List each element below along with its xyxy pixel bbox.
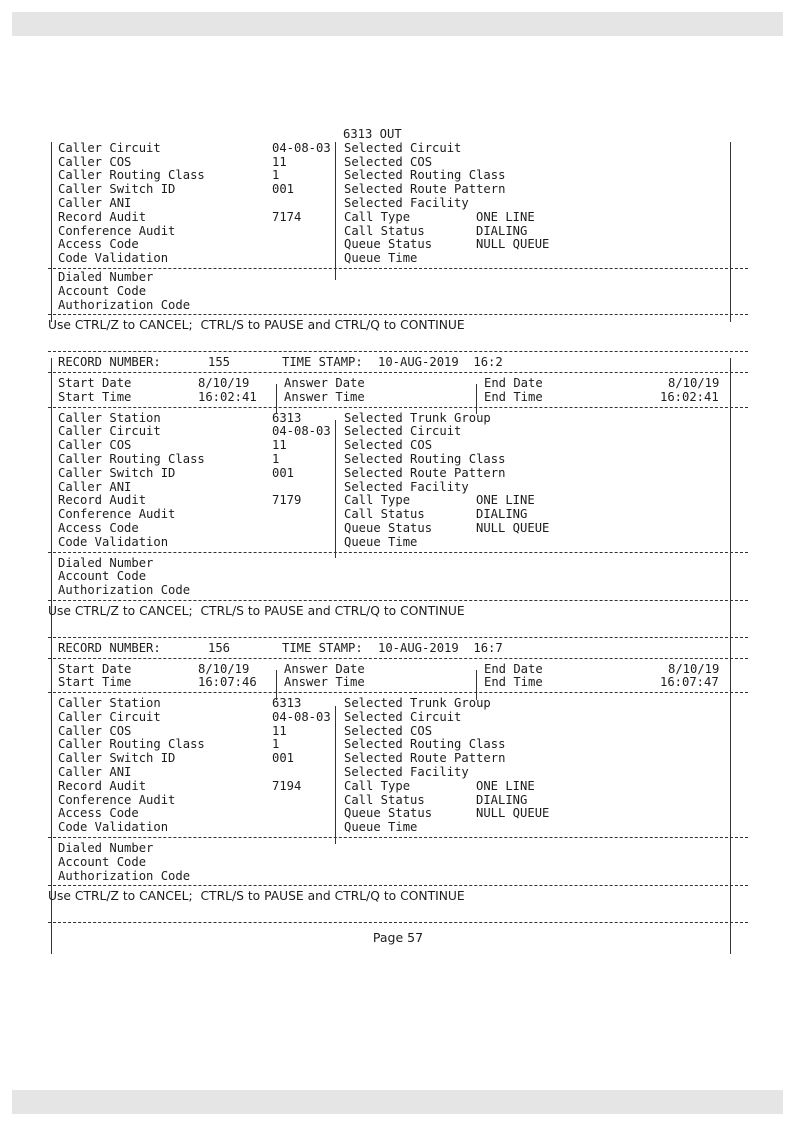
queue-time-label: Queue Time [344, 251, 418, 266]
caller-routing-class-label: Caller Routing Class [58, 451, 205, 466]
dialed-number-label: Dialed Number [58, 841, 154, 856]
frame-left-border [51, 142, 52, 322]
answer-date-label: Answer Date [284, 661, 365, 676]
divider [48, 837, 748, 838]
start-date-value: 8/10/19 [198, 661, 250, 676]
selected-circuit-label: Selected Circuit [344, 140, 462, 155]
divider [48, 268, 748, 269]
divider [48, 552, 748, 553]
selected-facility-label: Selected Facility [344, 195, 469, 210]
call-type-value: ONE LINE [476, 778, 535, 793]
time-stamp-value: 10-AUG-2019 16:2 [378, 355, 503, 370]
divider [48, 885, 748, 886]
selected-trunk-group-label: Selected Trunk Group [344, 410, 491, 425]
caller-circuit-value: 04-08-03 [272, 424, 331, 439]
end-time-value: 16:07:47 [660, 675, 719, 690]
call-status-value: DIALING [476, 507, 528, 522]
selected-cos-label: Selected COS [344, 438, 433, 453]
record-number-value: 156 [208, 640, 231, 655]
access-code-label: Access Code [58, 237, 139, 252]
end-time-label: End Time [484, 389, 543, 404]
code-validation-label: Code Validation [58, 251, 169, 266]
caller-cos-value: 11 [272, 438, 287, 453]
queue-time-label: Queue Time [344, 534, 418, 549]
queue-time-label: Queue Time [344, 820, 418, 835]
conference-audit-label: Conference Audit [58, 223, 176, 238]
column-divider [335, 706, 336, 844]
caller-ani-label: Caller ANI [58, 195, 132, 210]
record-number-label: RECORD NUMBER: [58, 640, 161, 655]
selected-routing-class-label: Selected Routing Class [344, 451, 506, 466]
caller-station-value: 6313 [272, 696, 302, 711]
record-audit-value: 7194 [272, 778, 302, 793]
call-status-label: Call Status [344, 223, 425, 238]
call-status-label: Call Status [344, 792, 425, 807]
start-date-label: Start Date [58, 375, 132, 390]
call-type-label: Call Type [344, 493, 411, 508]
queue-status-value: NULL QUEUE [476, 806, 550, 821]
code-validation-label: Code Validation [58, 534, 169, 549]
queue-status-label: Queue Status [344, 237, 433, 252]
page-number: Page 57 [372, 930, 424, 946]
divider [48, 407, 748, 408]
conference-audit-label: Conference Audit [58, 792, 176, 807]
column-divider [476, 670, 477, 700]
record-audit-label: Record Audit [58, 493, 147, 508]
caller-cos-label: Caller COS [58, 723, 132, 738]
caller-routing-class-value: 1 [272, 451, 280, 466]
access-code-label: Access Code [58, 806, 139, 821]
column-divider [335, 142, 336, 280]
selected-circuit-label: Selected Circuit [344, 709, 462, 724]
start-time-value: 16:02:41 [198, 389, 257, 404]
account-code-label: Account Code [58, 854, 147, 869]
authorization-code-label: Authorization Code [58, 297, 191, 312]
queue-status-value: NULL QUEUE [476, 520, 550, 535]
caller-circuit-value: 04-08-03 [272, 709, 331, 724]
record-audit-value: 7179 [272, 493, 302, 508]
caller-switch-id-label: Caller Switch ID [58, 182, 176, 197]
frame-right-border [730, 142, 731, 322]
account-code-label: Account Code [58, 569, 147, 584]
code-validation-label: Code Validation [58, 820, 169, 835]
queue-status-label: Queue Status [344, 806, 433, 821]
end-date-label: End Date [484, 661, 543, 676]
record-number-label: RECORD NUMBER: [58, 355, 161, 370]
caller-switch-id-value: 001 [272, 465, 295, 480]
call-status-value: DIALING [476, 223, 528, 238]
divider [48, 692, 748, 693]
call-type-label: Call Type [344, 778, 411, 793]
end-date-label: End Date [484, 375, 543, 390]
time-stamp-value: 10-AUG-2019 16:7 [378, 640, 503, 655]
time-stamp-label: TIME STAMP: [282, 355, 363, 370]
control-hint: Use CTRL/Z to CANCEL; CTRL/S to PAUSE and CTRL/Q to CONTINUE [48, 318, 465, 333]
frame-right-border [730, 644, 731, 954]
divider [48, 600, 748, 601]
scan-bottom-band [12, 1090, 783, 1114]
divider [48, 372, 748, 373]
access-code-label: Access Code [58, 520, 139, 535]
call-record-printout [48, 128, 748, 945]
caller-cos-label: Caller COS [58, 154, 132, 169]
call-record [48, 356, 748, 598]
caller-switch-id-value: 001 [272, 751, 295, 766]
caller-switch-id-value: 001 [272, 182, 295, 197]
caller-routing-class-value: 1 [272, 737, 280, 752]
call-type-value: ONE LINE [476, 493, 535, 508]
selected-route-pattern-label: Selected Route Pattern [344, 182, 506, 197]
column-divider [476, 384, 477, 414]
time-stamp-label: TIME STAMP: [282, 640, 363, 655]
caller-station-value: 6313 [272, 410, 302, 425]
caller-routing-class-value: 1 [272, 168, 280, 183]
end-time-label: End Time [484, 675, 543, 690]
caller-switch-id-label: Caller Switch ID [58, 751, 176, 766]
end-date-value: 8/10/19 [668, 375, 720, 390]
divider [48, 314, 748, 315]
answer-date-label: Answer Date [284, 375, 365, 390]
queue-status-label: Queue Status [344, 520, 433, 535]
end-date-value: 8/10/19 [668, 661, 720, 676]
conference-audit-label: Conference Audit [58, 507, 176, 522]
caller-circuit-label: Caller Circuit [58, 709, 161, 724]
caller-circuit-value: 04-08-03 [272, 140, 331, 155]
caller-switch-id-label: Caller Switch ID [58, 465, 176, 480]
column-divider [276, 670, 277, 700]
caller-station-label: Caller Station [58, 410, 161, 425]
answer-time-label: Answer Time [284, 389, 365, 404]
authorization-code-label: Authorization Code [58, 868, 191, 883]
record-audit-label: Record Audit [58, 209, 147, 224]
selected-route-pattern-label: Selected Route Pattern [344, 751, 506, 766]
caller-cos-value: 11 [272, 154, 287, 169]
selected-cos-label: Selected COS [344, 723, 433, 738]
record-audit-label: Record Audit [58, 778, 147, 793]
column-divider [335, 420, 336, 558]
start-date-value: 8/10/19 [198, 375, 250, 390]
call-status-value: DIALING [476, 792, 528, 807]
answer-time-label: Answer Time [284, 675, 365, 690]
caller-cos-value: 11 [272, 723, 287, 738]
start-time-label: Start Time [58, 675, 132, 690]
selected-routing-class-label: Selected Routing Class [344, 737, 506, 752]
queue-status-value: NULL QUEUE [476, 237, 550, 252]
caller-cos-label: Caller COS [58, 438, 132, 453]
selected-facility-label: Selected Facility [344, 479, 469, 494]
caller-routing-class-label: Caller Routing Class [58, 168, 205, 183]
control-hint: Use CTRL/Z to CANCEL; CTRL/S to PAUSE and CTRL/Q to CONTINUE [48, 889, 465, 904]
selected-facility-label: Selected Facility [344, 765, 469, 780]
call-type-value: ONE LINE [476, 209, 535, 224]
divider [48, 922, 748, 923]
caller-station-label: Caller Station [58, 696, 161, 711]
caller-circuit-label: Caller Circuit [58, 424, 161, 439]
control-hint: Use CTRL/Z to CANCEL; CTRL/S to PAUSE and CTRL/Q to CONTINUE [48, 603, 465, 618]
selected-trunk-group-label: Selected Trunk Group [344, 696, 491, 711]
frame-left-border [51, 644, 52, 954]
selected-circuit-label: Selected Circuit [344, 424, 462, 439]
dialed-number-label: Dialed Number [58, 555, 154, 570]
partial-record [48, 128, 748, 312]
call-status-label: Call Status [344, 507, 425, 522]
dialed-number-label: Dialed Number [58, 269, 154, 284]
divider [48, 637, 748, 638]
trunk-header-fragment: 6313 OUT [343, 127, 402, 141]
frame-left-border [51, 358, 52, 668]
caller-ani-label: Caller ANI [58, 479, 132, 494]
divider [48, 351, 748, 352]
call-type-label: Call Type [344, 209, 411, 224]
call-record [48, 642, 748, 884]
record-audit-value: 7174 [272, 209, 302, 224]
end-time-value: 16:02:41 [660, 389, 719, 404]
divider [48, 658, 748, 659]
caller-routing-class-label: Caller Routing Class [58, 737, 205, 752]
record-number-value: 155 [208, 355, 231, 370]
selected-routing-class-label: Selected Routing Class [344, 168, 506, 183]
authorization-code-label: Authorization Code [58, 583, 191, 598]
scan-top-band [12, 12, 783, 36]
caller-ani-label: Caller ANI [58, 765, 132, 780]
start-time-value: 16:07:46 [198, 675, 257, 690]
selected-route-pattern-label: Selected Route Pattern [344, 465, 506, 480]
column-divider [276, 384, 277, 414]
start-date-label: Start Date [58, 661, 132, 676]
selected-cos-label: Selected COS [344, 154, 433, 169]
frame-right-border [730, 358, 731, 668]
account-code-label: Account Code [58, 283, 147, 298]
start-time-label: Start Time [58, 389, 132, 404]
caller-circuit-label: Caller Circuit [58, 140, 161, 155]
